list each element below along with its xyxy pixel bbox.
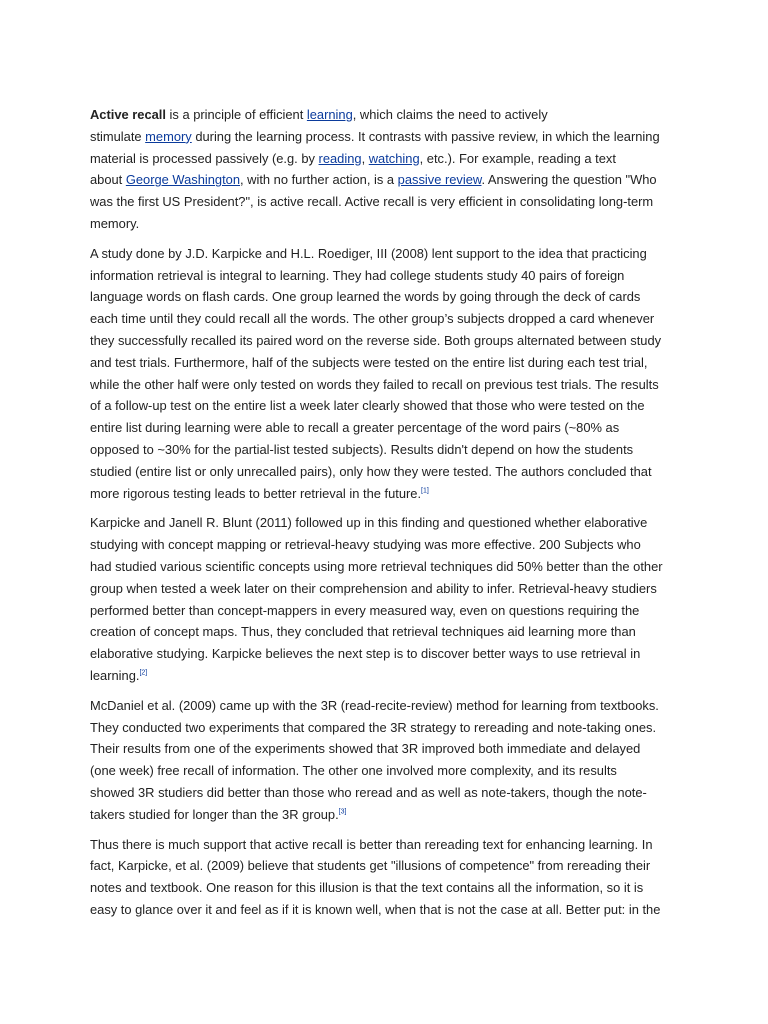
text-run: group when tested a week later on their comprehension and ability to infer. Retrieval-heavy studiers xyxy=(90,580,657,596)
text-line xyxy=(90,417,680,439)
citation-link[interactable]: [2] xyxy=(139,669,148,677)
wiki-link[interactable]: memory xyxy=(145,128,192,144)
text-run: material is processed passively (e.g. by xyxy=(90,150,319,166)
text-line xyxy=(90,512,680,534)
text-run: performed better than concept-mappers in every measured way, even on questions requiring the xyxy=(90,602,640,618)
citation-link[interactable]: [3] xyxy=(338,808,347,816)
text-run: , which claims the need to actively xyxy=(352,107,548,122)
text-run: language words on flash cards. One group learned the words by going through the deck of cards xyxy=(90,289,641,305)
text-run: easy to glance over it and feel as if it is known well, when that is not the case at all. Better put: in the xyxy=(90,901,661,917)
text-line xyxy=(90,899,680,921)
text-line xyxy=(90,877,680,899)
text-line xyxy=(90,104,680,126)
text-run: of a follow-up test on the entire list a week later clearly showed that those who were tested on the xyxy=(90,398,645,414)
text-line xyxy=(90,738,680,760)
text-run: opposed to ~30% for the partial-list tested subjects). Results didn't depend on how the students xyxy=(90,441,634,457)
text-run: they successfully recalled its paired word on the reverse side. Both groups alternated between study xyxy=(90,332,662,348)
text-line xyxy=(90,169,680,191)
paragraph xyxy=(90,104,680,235)
wiki-link[interactable]: watching xyxy=(368,150,420,166)
text-line xyxy=(90,126,680,148)
text-line xyxy=(90,760,680,782)
text-run: notes and textbook. One reason for this illusion is that the text contains all the information, so it is xyxy=(90,880,644,896)
citation-link[interactable]: [1] xyxy=(421,487,429,495)
text-line xyxy=(90,578,680,600)
text-line xyxy=(90,191,680,213)
text-run: Karpicke and Janell R. Blunt (2011) followed up in this finding and questioned whether elaborative xyxy=(90,515,648,531)
term-heading: Active recall xyxy=(90,107,166,122)
wiki-link[interactable]: learning xyxy=(306,107,353,122)
text-run: showed 3R studiers did better than those who reread and as well as note-takers, though the note- xyxy=(90,784,647,800)
text-run: entire list during learning were able to recall a greater percentage of the word pairs (~80% as xyxy=(90,420,620,436)
paragraph xyxy=(90,695,680,826)
text-run: was the first US President?", is active recall. Active recall is very efficient in consolidating long-term xyxy=(90,194,654,210)
text-run: McDaniel et al. (2009) came up with the 3R (read-recite-review) method for learning from textbooks. xyxy=(90,697,659,713)
text-line xyxy=(90,782,680,804)
article-body xyxy=(90,104,680,929)
text-run: fact, Karpicke, et al. (2009) believe that students get "illusions of competence" from rereading their xyxy=(90,858,651,874)
text-line xyxy=(90,556,680,578)
text-line xyxy=(90,395,680,417)
text-line xyxy=(90,834,680,856)
wiki-link[interactable]: George Washington xyxy=(125,172,241,188)
text-line xyxy=(90,804,680,826)
text-run: They conducted two experiments that compared the 3R strategy to rereading and note-taking ones. xyxy=(90,719,657,735)
text-run: elaborative studying. Karpicke believes the next step is to discover better ways to use retrieval in xyxy=(90,646,641,662)
text-line xyxy=(90,855,680,877)
text-run: Thus there is much support that active recall is better than rereading text for enhancing learning. In xyxy=(90,836,653,852)
text-run: studied (entire list or only unrecalled pairs), only how they were tested. The authors concluded that xyxy=(90,463,652,479)
text-line xyxy=(90,695,680,717)
text-line xyxy=(90,308,680,330)
text-line xyxy=(90,461,680,483)
text-run: creation of concept maps. Thus, they concluded that retrieval techniques aid learning more than xyxy=(90,624,636,640)
text-line xyxy=(90,643,680,665)
text-run: more rigorous testing leads to better retrieval in the future. xyxy=(90,485,422,501)
text-run: , etc.). For example, reading a text xyxy=(419,150,616,166)
paragraph xyxy=(90,834,680,921)
text-run: Their results from one of the experiments showed that 3R improved both immediate and delayed xyxy=(90,741,641,757)
text-run: (one week) free recall of information. The other one involved more complexity, and its results xyxy=(90,763,617,779)
text-run: each time until they could recall all the words. The other group’s subjects dropped a card whenever xyxy=(90,311,655,327)
text-line xyxy=(90,665,680,687)
text-line xyxy=(90,621,680,643)
text-run: . Answering the question "Who xyxy=(481,172,657,188)
wiki-link[interactable]: reading xyxy=(318,150,362,166)
text-run: information retrieval is integral to learning. They had college students study 40 pairs of foreign xyxy=(90,267,625,283)
text-run: A study done by J.D. Karpicke and H.L. Roediger, III (2008) lent support to the idea that practicing xyxy=(90,245,647,261)
text-line xyxy=(90,286,680,308)
paragraph xyxy=(90,243,680,505)
wiki-link[interactable]: passive review xyxy=(397,172,482,188)
paragraph xyxy=(90,512,680,686)
text-line xyxy=(90,483,680,505)
text-line xyxy=(90,148,680,170)
text-run: while the other half were only tested on words they failed to recall on previous test trials. The results xyxy=(90,376,659,392)
text-run: during the learning process. It contrasts with passive review, in which the learning xyxy=(191,128,660,144)
text-run: learning. xyxy=(90,667,140,683)
text-run: had studied various scientific concepts using more retrieval techniques did 50% better than the other xyxy=(90,558,663,574)
text-line xyxy=(90,439,680,461)
text-line xyxy=(90,213,680,235)
text-run: and test trials. Furthermore, half of the subjects were tested on the entire list during each test trial, xyxy=(90,354,648,370)
text-run: stimulate xyxy=(90,128,146,144)
text-run: memory. xyxy=(90,215,140,231)
text-run: is a principle of efficient xyxy=(165,107,307,122)
text-run: , xyxy=(361,150,369,166)
text-line xyxy=(90,352,680,374)
text-line xyxy=(90,717,680,739)
text-line xyxy=(90,374,680,396)
text-line xyxy=(90,534,680,556)
text-line xyxy=(90,330,680,352)
text-run: takers studied for longer than the 3R group. xyxy=(90,806,339,822)
text-run: , with no further action, is a xyxy=(240,172,398,188)
text-line xyxy=(90,243,680,265)
text-line xyxy=(90,600,680,622)
text-run: about xyxy=(90,172,126,188)
text-line xyxy=(90,265,680,287)
text-run: studying with concept mapping or retrieval-heavy studying was more effective. 200 Subjects who xyxy=(90,537,641,553)
